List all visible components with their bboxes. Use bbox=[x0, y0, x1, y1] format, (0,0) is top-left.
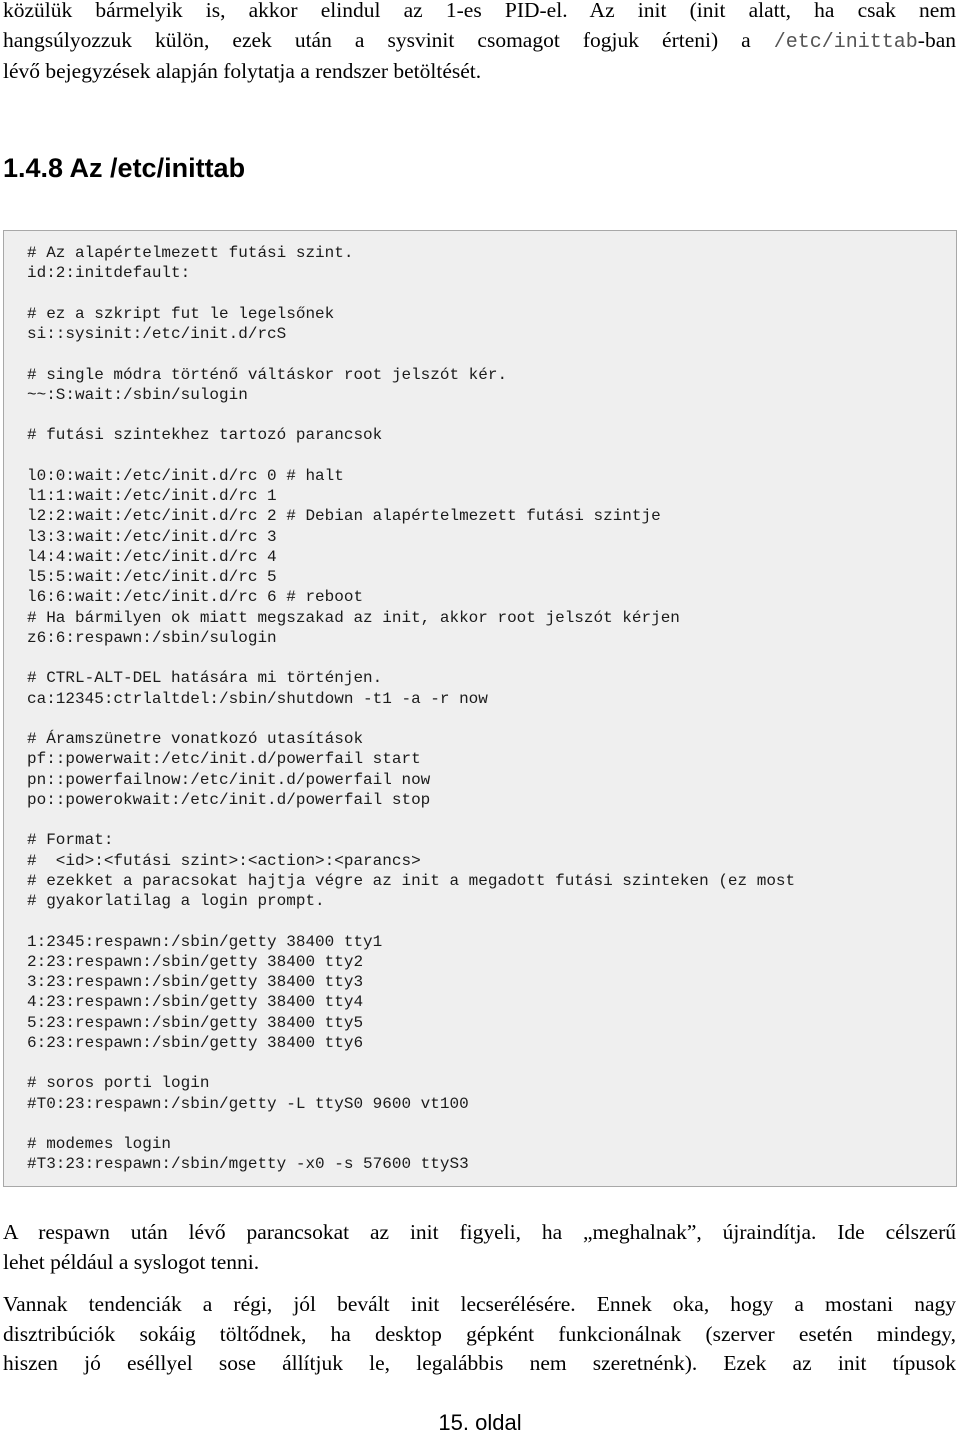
code-line: # futási szintekhez tartozó parancsok bbox=[27, 426, 383, 445]
code-line: # soros porti login bbox=[27, 1074, 210, 1093]
code-line: # Az alapértelmezett futási szint. bbox=[27, 244, 354, 262]
code-line bbox=[27, 1114, 956, 1134]
section-heading: 1.4.8 Az /etc/inittab bbox=[3, 153, 246, 183]
code-line: # ezekket a paracsokat hajtja végre az init a megadott futási szinteken (ez most bbox=[27, 871, 796, 890]
respawn-line-2: lehet például a syslogot tenni. bbox=[3, 1249, 260, 1274]
replacement-line-2: disztribúciók sokáig töltődnek, ha desktop gépként funkcionálnak (szerver esetén mindegy, bbox=[3, 1321, 956, 1346]
code-line: l0:0:wait:/etc/init.d/rc 0 # halt bbox=[27, 466, 344, 485]
inittab-code-listing bbox=[3, 230, 957, 1187]
code-line: pn::powerfailnow:/etc/init.d/powerfail now bbox=[27, 770, 431, 789]
replacement-line-3: hiszen jó eséllyel sose állítjuk le, legalábbis nem szeretnénk). Ezek az init típusok bbox=[3, 1351, 956, 1375]
replacement-line-1: Vannak tendenciák a régi, jól bevált init lecserélésére. Ennek oka, hogy a mostani nagy bbox=[3, 1292, 956, 1316]
code-line bbox=[27, 648, 956, 668]
code-line: l6:6:wait:/etc/init.d/rc 6 # reboot bbox=[27, 588, 364, 607]
intro-line-3: lévő bejegyzések alapján folytatja a rendszer betöltését. bbox=[3, 59, 482, 83]
code-line bbox=[27, 709, 956, 729]
code-line: 2:23:respawn:/sbin/getty 38400 tty2 bbox=[27, 952, 364, 971]
code-line: po::powerokwait:/etc/init.d/powerfail stop bbox=[27, 790, 431, 809]
code-line: ca:12345:ctrlaltdel:/sbin/shutdown -t1 -a -r now bbox=[27, 689, 488, 708]
code-line: pf::powerwait:/etc/init.d/powerfail start bbox=[27, 750, 421, 769]
respawn-line-1: A respawn után lévő parancsokat az init figyeli, ha „meghalnak”, újraindítja. Ide célszerű bbox=[3, 1220, 956, 1244]
code-line: # CTRL-ALT-DEL hatására mi történjen. bbox=[27, 669, 383, 688]
code-line: #T0:23:respawn:/sbin/getty -L ttyS0 9600 vt100 bbox=[27, 1094, 469, 1113]
code-line: l3:3:wait:/etc/init.d/rc 3 bbox=[27, 527, 277, 546]
code-line bbox=[27, 911, 956, 931]
code-line bbox=[27, 1053, 956, 1073]
init-replacement-paragraph bbox=[3, 1290, 956, 1379]
page-number: 15. oldal bbox=[438, 1410, 522, 1435]
respawn-paragraph bbox=[3, 1218, 956, 1277]
code-line: # gyakorlatilag a login prompt. bbox=[27, 892, 325, 910]
code-line bbox=[27, 344, 956, 364]
intro-line-2-suffix: -ban bbox=[917, 27, 956, 52]
code-line: l4:4:wait:/etc/init.d/rc 4 bbox=[27, 547, 277, 566]
intro-line-2-text: hangsúlyozzuk külön, ezek után a sysvinit csomagot fogjuk érteni) a bbox=[3, 27, 774, 52]
inittab-path-code: /etc/inittab bbox=[773, 30, 918, 54]
code-line: #T3:23:respawn:/sbin/mgetty -x0 -s 57600 ttyS3 bbox=[27, 1155, 469, 1174]
code-line: # modemes login bbox=[27, 1135, 172, 1153]
code-line: 5:23:respawn:/sbin/getty 38400 tty5 bbox=[27, 1013, 364, 1032]
code-line: 4:23:respawn:/sbin/getty 38400 tty4 bbox=[27, 993, 364, 1012]
code-line: # single módra történő váltáskor root jelszót kér. bbox=[27, 365, 508, 384]
code-line: 1:2345:respawn:/sbin/getty 38400 tty1 bbox=[27, 932, 383, 951]
code-line: # Format: bbox=[27, 831, 114, 850]
code-line bbox=[27, 810, 956, 830]
code-line: z6:6:respawn:/sbin/sulogin bbox=[27, 628, 277, 647]
code-line bbox=[27, 284, 956, 304]
code-line: l5:5:wait:/etc/init.d/rc 5 bbox=[27, 568, 277, 586]
intro-line-2 bbox=[3, 26, 956, 58]
intro-line-1: közülük bármelyik is, akkor elindul az 1-es PID-el. Az init (init alatt, ha csak nem bbox=[3, 0, 956, 22]
code-line: # Ha bármilyen ok miatt megszakad az init, akkor root jelszót kérjen bbox=[27, 608, 680, 627]
code-line: ~~:S:wait:/sbin/sulogin bbox=[27, 385, 248, 404]
code-line: # ez a szkript fut le legelsőnek bbox=[27, 304, 335, 323]
code-line: 6:23:respawn:/sbin/getty 38400 tty6 bbox=[27, 1033, 364, 1052]
code-line: # <id>:<futási szint>:<action>:<parancs> bbox=[27, 851, 421, 870]
code-line: # Áramszünetre vonatkozó utasítások bbox=[27, 730, 364, 748]
code-line: l1:1:wait:/etc/init.d/rc 1 bbox=[27, 487, 277, 505]
code-line: id:2:initdefault: bbox=[27, 264, 191, 283]
code-line: l2:2:wait:/etc/init.d/rc 2 # Debian alapértelmezett futási szintje bbox=[27, 507, 661, 526]
code-line: 3:23:respawn:/sbin/getty 38400 tty3 bbox=[27, 973, 364, 991]
code-line: si::sysinit:/etc/init.d/rcS bbox=[27, 325, 287, 343]
code-line bbox=[27, 405, 956, 425]
code-line bbox=[27, 446, 956, 466]
intro-paragraph bbox=[3, 0, 956, 87]
